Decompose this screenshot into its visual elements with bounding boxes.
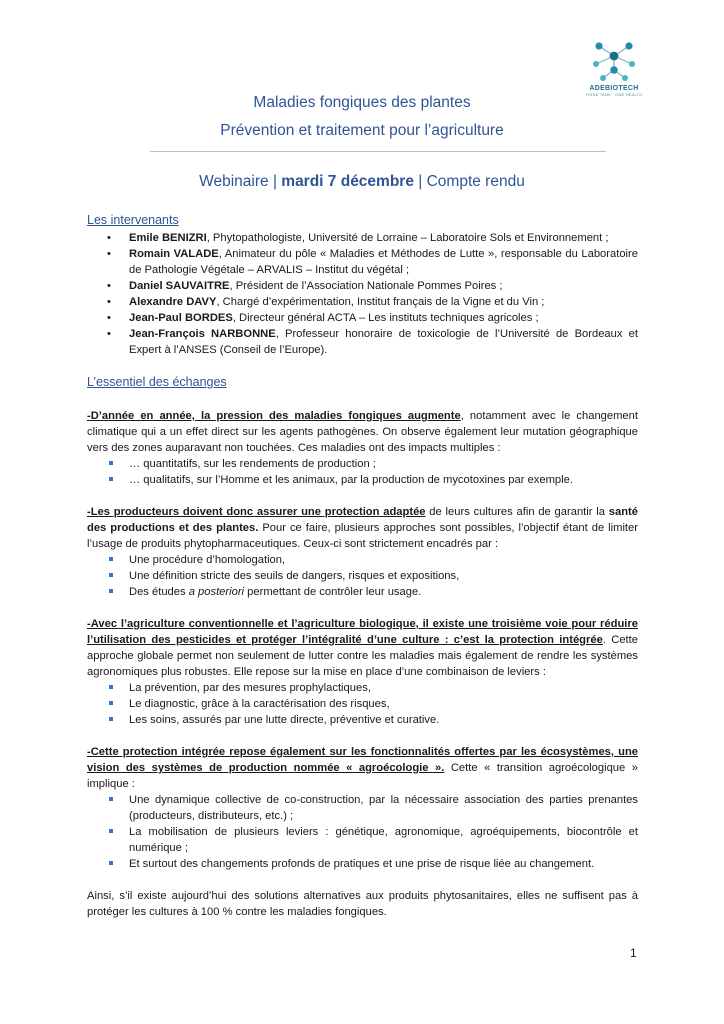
molecule-logo-icon xyxy=(591,40,637,84)
title-divider xyxy=(150,151,606,152)
section-text: de leurs cultures afin de garantir la xyxy=(425,506,609,518)
speaker-item xyxy=(87,294,638,310)
list-item: Le diagnostic, grâce à la caractérisation des risques, xyxy=(87,696,638,712)
page-number: 1 xyxy=(630,946,637,960)
section-agroecology xyxy=(87,744,638,792)
section-text: , notamment avec le changement climatique qui a un effet direct sur les agents pathogènes. On observe également leur mutation géographique vers des zones auparavant non touchées. Ces maladies ont des impacts multiples : xyxy=(87,410,638,454)
section-lead: -Avec l’agriculture conventionnelle et l’agriculture biologique, il existe une troisième voie pour réduire l’utilisation des pesticides et protéger l’intégralité d’une culture : c’est la protection intégrée xyxy=(87,618,638,646)
section-lead: -Cette protection intégrée repose également sur les fonctionnalités offertes par les écosystèmes, une vision des systèmes de production nommée « agroécologie ». xyxy=(87,746,638,774)
list-item: Des études a posteriori permettant de contrôler leur usage. xyxy=(87,584,638,600)
section-protection xyxy=(87,504,638,552)
impacts-list xyxy=(87,456,638,488)
summary-heading: L’essentiel des échanges xyxy=(87,375,227,389)
list-item: Une procédure d’homologation, xyxy=(87,552,638,568)
regulation-list xyxy=(87,552,638,600)
levers-list xyxy=(87,680,638,728)
logo-name: ADEBIOTECH xyxy=(589,85,639,92)
list-item: La prévention, par des mesures prophylactiques, xyxy=(87,680,638,696)
subtitle-webinar: Webinaire | xyxy=(199,173,282,190)
conclusion-paragraph: Ainsi, s’il existe aujourd’hui des solutions alternatives aux produits phytosanitaires, elles ne suffisent pas à protéger les cultures à 100 % contre les maladies fongiques. xyxy=(87,890,638,918)
logo-tagline: THINK TANK · ONE HEALTH xyxy=(585,92,643,97)
speaker-item xyxy=(87,246,638,278)
speaker-name: Alexandre DAVY xyxy=(129,296,217,308)
subtitle-report: | Compte rendu xyxy=(413,173,525,190)
section-text: Pour ce faire, plusieurs approches sont possibles, l’objectif étant de limiter l’usage de produits phytopharmaceutiques. Ceux-ci sont strictement encadrés par : xyxy=(87,522,638,550)
speaker-item xyxy=(87,230,638,246)
document-title-line2: Prévention et traitement pour l’agriculture xyxy=(220,122,504,139)
transition-list xyxy=(87,792,638,872)
speakers-list xyxy=(87,230,638,358)
speaker-name: Emile BENIZRI xyxy=(129,232,207,244)
speaker-desc: , Phytopathologiste, Université de Lorraine – Laboratoire Sols et Environnement ; xyxy=(206,232,609,244)
speaker-desc: , Président de l’Association Nationale Pommes Poires ; xyxy=(229,280,503,292)
section-text: . Cette approche globale permet non seulement de lutter contre les maladies mais également de rendre les systèmes agronomiques plus robustes. Elle repose sur la mise en place d’une combinaison de leviers : xyxy=(87,634,638,678)
section-lead: -Les producteurs doivent donc assurer une protection adaptée xyxy=(87,506,426,518)
speaker-desc: , Professeur honoraire de toxicologie de l’Université de Bordeaux et Expert à l’ANSES (Conseil de l’Europe). xyxy=(129,328,638,356)
speaker-item xyxy=(87,310,638,326)
list-item: Une dynamique collective de co-construction, par la nécessaire association des parties prenantes (producteurs, distributeurs, etc.) ; xyxy=(87,792,638,824)
document-subtitle xyxy=(0,173,724,191)
document-title-line1: Maladies fongiques des plantes xyxy=(253,94,471,111)
speaker-desc: , Animateur du pôle « Maladies et Méthodes de Lutte », responsable du Laboratoire de Pathologie Végétale – ARVALIS – Institut du végétal ; xyxy=(129,248,638,276)
list-item: … quantitatifs, sur les rendements de production ; xyxy=(87,456,638,472)
speaker-name: Romain VALADE xyxy=(129,248,219,260)
list-item: Une définition stricte des seuils de dangers, risques et expositions, xyxy=(87,568,638,584)
list-item: Et surtout des changements profonds de pratiques et une prise de risque liée au changement. xyxy=(87,856,638,872)
list-item: La mobilisation de plusieurs leviers : génétique, agronomique, agroéquipements, biocontrôle et numérique ; xyxy=(87,824,638,856)
speaker-name: Jean-François NARBONNE xyxy=(129,328,276,340)
subtitle-date: mardi 7 décembre xyxy=(281,173,414,190)
speaker-desc: , Directeur général ACTA – Les instituts techniques agricoles ; xyxy=(232,312,539,324)
section-integrated-protection xyxy=(87,616,638,680)
speakers-heading: Les intervenants xyxy=(87,213,179,227)
section-disease-pressure xyxy=(87,408,638,456)
speaker-name: Jean-Paul BORDES xyxy=(129,312,233,324)
section-lead: -D’année en année, la pression des maladies fongiques augmente xyxy=(87,410,461,422)
list-item: Les soins, assurés par une lutte directe, préventive et curative. xyxy=(87,712,638,728)
document-body xyxy=(87,212,638,920)
section-emphasis: santé des productions et des plantes. xyxy=(87,506,638,534)
speaker-name: Daniel SAUVAITRE xyxy=(129,280,230,292)
list-item: … qualitatifs, sur l’Homme et les animaux, par la production de mycotoxines par exemple. xyxy=(87,472,638,488)
speaker-item xyxy=(87,326,638,358)
section-text: Cette « transition agroécologique » implique : xyxy=(87,762,638,790)
speaker-item xyxy=(87,278,638,294)
speaker-desc: , Chargé d’expérimentation, Institut français de la Vigne et du Vin ; xyxy=(216,296,545,308)
